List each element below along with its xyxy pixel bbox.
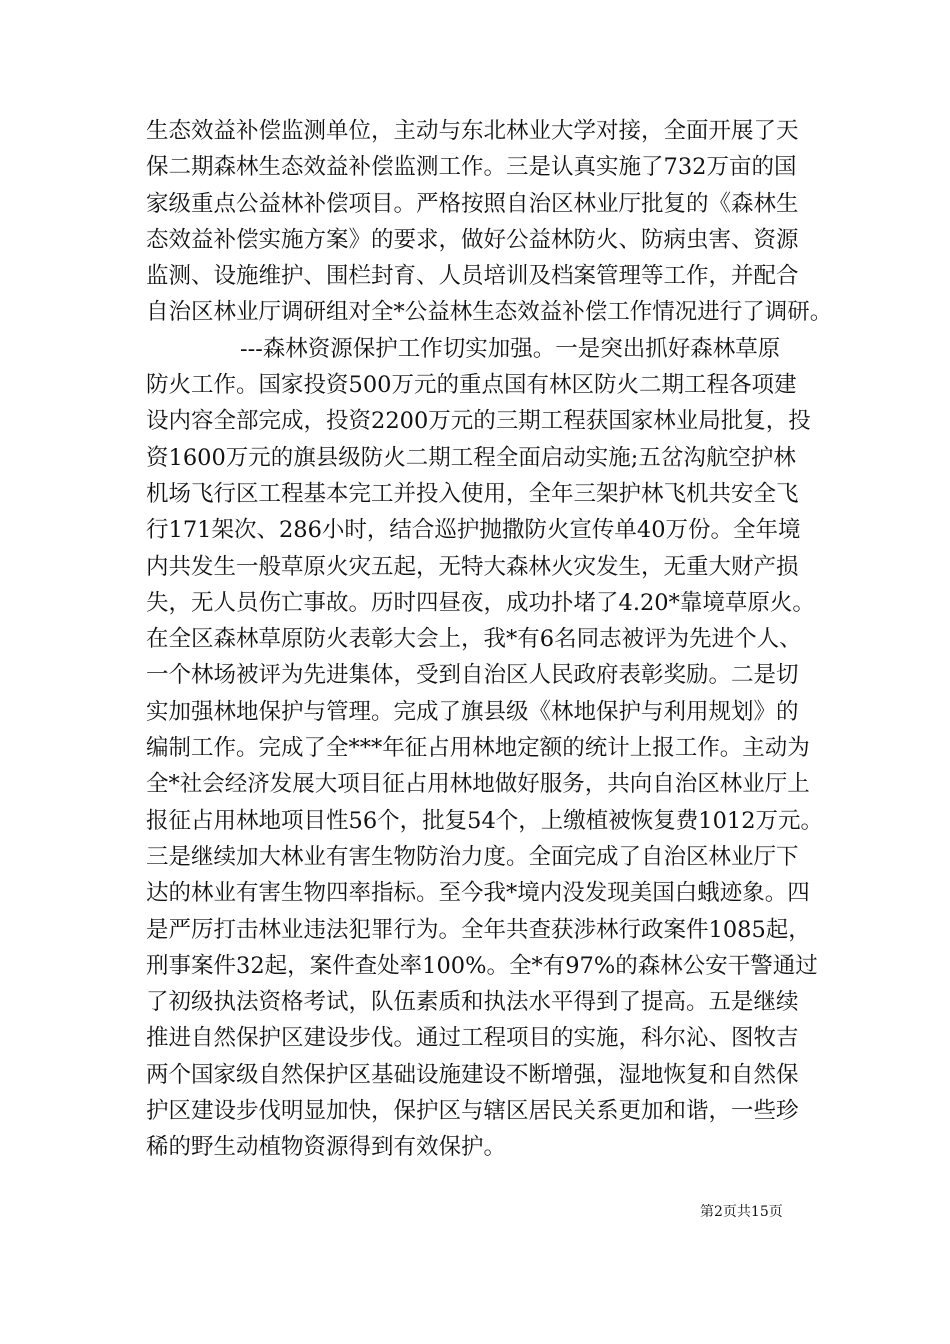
text-line: 报征占用林地项目性56个，批复54个，上缴植被恢复费1012万元。 <box>146 807 824 834</box>
text-line: 实加强林地保护与管理。完成了旗县级《林地保护与利用规划》的 <box>146 698 799 725</box>
text-line: 推进自然保护区建设步伐。通过工程项目的实施，科尔沁、图牧吉 <box>146 1025 799 1052</box>
text-line: 三是继续加大林业有害生物防治力度。全面完成了自治区林业厅下 <box>146 843 799 870</box>
text-line: 设内容全部完成，投资2200万元的三期工程获国家林业局批复，投 <box>146 408 811 435</box>
text-line: 一个林场被评为先进集体，受到自治区人民政府表彰奖励。二是切 <box>146 662 799 689</box>
text-line: 内共发生一般草原火灾五起，无特大森林火灾发生，无重大财产损 <box>146 553 799 580</box>
text-line: 态效益补偿实施方案》的要求，做好公益林防火、防病虫害、资源 <box>146 226 799 253</box>
page-number-footer: 第2页共15页 <box>700 1204 783 1220</box>
text-line: 生态效益补偿监测单位，主动与东北林业大学对接，全面开展了天 <box>146 118 799 144</box>
text-line: 全*社会经济发展大项目征占用林地做好服务，共向自治区林业厅上 <box>146 771 810 798</box>
text-line: 达的林业有害生物四率指标。至今我*境内没发现美国白蛾迹象。四 <box>146 880 810 907</box>
text-line: 了初级执法资格考试，队伍素质和执法水平得到了提高。五是继续 <box>146 989 799 1016</box>
text-line: 自治区林业厅调研组对全*公益林生态效益补偿工作情况进行了调研。 <box>146 299 833 326</box>
text-line: 防火工作。国家投资500万元的重点国有林区防火二期工程各项建 <box>146 372 797 399</box>
section-heading-line: ---森林资源保护工作切实加强。一是突出抓好森林草原 <box>240 335 781 362</box>
text-line: 失，无人员伤亡事故。历时四昼夜，成功扑堵了4.20*靠境草原火。 <box>146 589 815 616</box>
text-line: 保二期森林生态效益补偿监测工作。三是认真实施了732万亩的国 <box>146 154 797 181</box>
text-line: 是严厉打击林业违法犯罪行为。全年共查获涉林行政案件1085起， <box>146 916 811 943</box>
text-line: 在全区森林草原防火表彰大会上，我*有6名同志被评为先进个人、 <box>146 626 802 653</box>
text-line: 编制工作。完成了全***年征占用林地定额的统计上报工作。主动为 <box>146 735 810 762</box>
text-line: 行171架次、286小时，结合巡护抛撒防火宣传单40万份。全年境 <box>146 517 801 544</box>
text-line: 机场飞行区工程基本完工并投入使用，全年三架护林飞机共安全飞 <box>146 480 799 507</box>
body-text <box>146 113 833 1166</box>
text-line: 刑事案件32起，案件查处率100%。全*有97%的森林公安干警通过 <box>146 952 818 979</box>
text-line: 监测、设施维护、围栏封育、人员培训及档案管理等工作，并配合 <box>146 263 799 290</box>
text-line: 稀的野生动植物资源得到有效保护。 <box>146 1134 507 1161</box>
text-line: 家级重点公益林补偿项目。严格按照自治区林业厅批复的《森林生 <box>146 190 799 217</box>
text-line: 两个国家级自然保护区基础设施建设不断增强，湿地恢复和自然保 <box>146 1061 799 1088</box>
text-line: 护区建设步伐明显加快，保护区与辖区居民关系更加和谐，一些珍 <box>146 1098 799 1125</box>
text-line: 资1600万元的旗县级防火二期工程全面启动实施;五岔沟航空护林 <box>146 444 796 471</box>
